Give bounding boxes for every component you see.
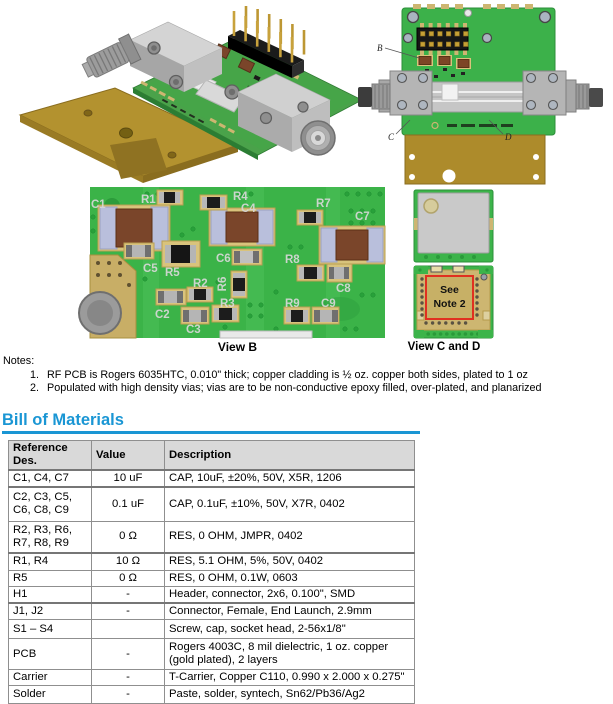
bom-cell-ref: PCB bbox=[9, 639, 92, 670]
ref-label-C4: C4 bbox=[241, 203, 256, 215]
bom-row bbox=[9, 670, 415, 686]
ref-label-C2: C2 bbox=[155, 309, 170, 321]
note-item bbox=[30, 369, 542, 383]
bom-cell-desc: RES, 5.1 OHM, 5%, 50V, 0402 bbox=[165, 553, 415, 570]
component-R6 bbox=[231, 271, 247, 298]
component-R7 bbox=[297, 210, 323, 225]
component-C8 bbox=[327, 264, 352, 282]
bom-row bbox=[9, 586, 415, 603]
ref-label-R7: R7 bbox=[316, 198, 331, 210]
bom-cell-desc: CAP, 10uF, ±20%, 50V, X5R, 1206 bbox=[165, 470, 415, 487]
gray-via bbox=[481, 274, 487, 280]
ref-label-R3: R3 bbox=[220, 298, 235, 310]
note-text: RF PCB is Rogers 6035HTC, 0.010" thick; copper cladding is ½ oz. copper both sides, plated to 1 oz bbox=[47, 368, 528, 381]
ref-label-C1: C1 bbox=[91, 199, 106, 211]
see-note-text-1: See bbox=[440, 284, 459, 296]
ref-label-C9: C9 bbox=[321, 298, 336, 310]
bom-cell-desc: CAP, 0.1uF, ±10%, 50V, X7R, 0402 bbox=[165, 487, 415, 521]
bom-cell-val: - bbox=[92, 586, 165, 603]
component-C6 bbox=[232, 249, 262, 265]
see-note-text-2: Note 2 bbox=[433, 298, 466, 310]
annotation-d: D bbox=[505, 132, 512, 142]
view-b-image bbox=[90, 187, 385, 338]
component-C2 bbox=[156, 289, 186, 305]
bom-cell-val: - bbox=[92, 639, 165, 670]
ref-label-R5: R5 bbox=[165, 267, 180, 279]
assembly-render-right bbox=[355, 4, 605, 188]
component-C7 bbox=[319, 226, 385, 264]
ref-label-C6: C6 bbox=[216, 253, 231, 265]
bom-cell-val: - bbox=[92, 603, 165, 620]
bom-cell-val: 10 Ω bbox=[92, 553, 165, 570]
notes-heading: Notes: bbox=[3, 355, 35, 367]
note-number: 2. bbox=[30, 382, 40, 394]
bom-cell-ref: H1 bbox=[9, 586, 92, 603]
annotation-c: C bbox=[388, 132, 395, 142]
bom-cell-desc: Rogers 4003C, 8 mil dielectric, 1 oz. copper (gold plated), 2 layers bbox=[165, 639, 415, 670]
note-text: Populated with high density vias; vias are to be non-conductive epoxy filled, over-plated, and planarized bbox=[47, 382, 542, 394]
bom-header-row bbox=[9, 441, 415, 471]
bom-cell-ref: R2, R3, R6, R7, R8, R9 bbox=[9, 521, 92, 553]
note-number: 1. bbox=[30, 368, 40, 381]
ref-label-C7: C7 bbox=[355, 211, 370, 223]
view-d-image bbox=[414, 266, 493, 338]
bom-cell-ref: Solder bbox=[9, 686, 92, 704]
connector-sliver bbox=[220, 331, 312, 338]
bom-row bbox=[9, 470, 415, 487]
bom-heading-rule bbox=[2, 431, 420, 434]
bom-cell-val: 0 Ω bbox=[92, 521, 165, 553]
bom-cell-ref: R5 bbox=[9, 570, 92, 586]
bom-cell-desc: Header, connector, 2x6, 0.100", SMD bbox=[165, 586, 415, 603]
bom-cell-desc: T-Carrier, Copper C110, 0.990 x 2.000 x 0.275" bbox=[165, 670, 415, 686]
lid-fiducial bbox=[424, 199, 438, 213]
bom-cell-val: 0 Ω bbox=[92, 570, 165, 586]
bom-cell-ref: C1, C4, C7 bbox=[9, 470, 92, 487]
component-R1 bbox=[157, 190, 183, 205]
bom-cell-val bbox=[92, 620, 165, 639]
note-item bbox=[30, 382, 542, 396]
sma-connector-right bbox=[301, 121, 335, 155]
bom-row bbox=[9, 639, 415, 670]
bom-cell-ref: Carrier bbox=[9, 670, 92, 686]
sma-left bbox=[358, 80, 390, 112]
bom-cell-val: 10 uF bbox=[92, 470, 165, 487]
bom-row bbox=[9, 603, 415, 620]
bom-row bbox=[9, 487, 415, 521]
bom-cell-val: 0.1 uF bbox=[92, 487, 165, 521]
ref-label-C3: C3 bbox=[186, 324, 201, 336]
bom-cell-desc: Paste, solder, syntech, Sn62/Pb36/Ag2 bbox=[165, 686, 415, 704]
bom-cell-val: - bbox=[92, 670, 165, 686]
bom-table bbox=[8, 440, 415, 704]
bom-cell-ref: S1 – S4 bbox=[9, 620, 92, 639]
pin-header-top bbox=[417, 23, 468, 55]
notes-section bbox=[3, 355, 542, 396]
annotation-b: B bbox=[377, 43, 383, 53]
component-C3 bbox=[181, 307, 209, 324]
bom-col-ref: Reference Des. bbox=[9, 441, 92, 471]
bom-row bbox=[9, 521, 415, 553]
bom-col-value: Value bbox=[92, 441, 165, 471]
sma-connector-left bbox=[79, 34, 141, 83]
see-note-box bbox=[426, 276, 473, 319]
bom-row bbox=[9, 620, 415, 639]
ref-label-R2: R2 bbox=[193, 278, 208, 290]
ref-label-R8: R8 bbox=[285, 254, 300, 266]
ref-label-R9: R9 bbox=[285, 298, 300, 310]
view-b-caption: View B bbox=[217, 340, 258, 354]
bom-cell-desc: RES, 0 OHM, JMPR, 0402 bbox=[165, 521, 415, 553]
bom-cell-ref: C2, C3, C5, C6, C8, C9 bbox=[9, 487, 92, 521]
ref-label-R6: R6 bbox=[217, 276, 229, 292]
bom-row bbox=[9, 686, 415, 704]
bom-cell-val: - bbox=[92, 686, 165, 704]
component-R8 bbox=[297, 265, 324, 281]
component-C5 bbox=[124, 243, 154, 259]
bom-col-desc: Description bbox=[165, 441, 415, 471]
assembly-render-left bbox=[4, 2, 370, 184]
bom-cell-desc: RES, 0 OHM, 0.1W, 0603 bbox=[165, 570, 415, 586]
bom-cell-desc: Screw, cap, socket head, 2-56x1/8" bbox=[165, 620, 415, 639]
view-c-image bbox=[414, 190, 493, 262]
view-cd-caption: View C and D bbox=[407, 341, 481, 353]
bom-heading: Bill of Materials bbox=[2, 411, 124, 429]
ref-label-C5: C5 bbox=[143, 263, 158, 275]
sma-right bbox=[566, 80, 603, 112]
gold-corner bbox=[79, 255, 136, 338]
ref-label-R1: R1 bbox=[141, 194, 156, 206]
bom-cell-ref: J1, J2 bbox=[9, 603, 92, 620]
bom-cell-desc: Connector, Female, End Launch, 2.9mm bbox=[165, 603, 415, 620]
ref-label-R4: R4 bbox=[233, 191, 248, 203]
bom-cell-ref: R1, R4 bbox=[9, 553, 92, 570]
bom-row bbox=[9, 553, 415, 570]
ref-label-C8: C8 bbox=[336, 283, 351, 295]
component-R5 bbox=[162, 241, 200, 267]
bom-row bbox=[9, 570, 415, 586]
component-R4 bbox=[200, 195, 227, 210]
gold-plate-bottom bbox=[405, 135, 545, 184]
